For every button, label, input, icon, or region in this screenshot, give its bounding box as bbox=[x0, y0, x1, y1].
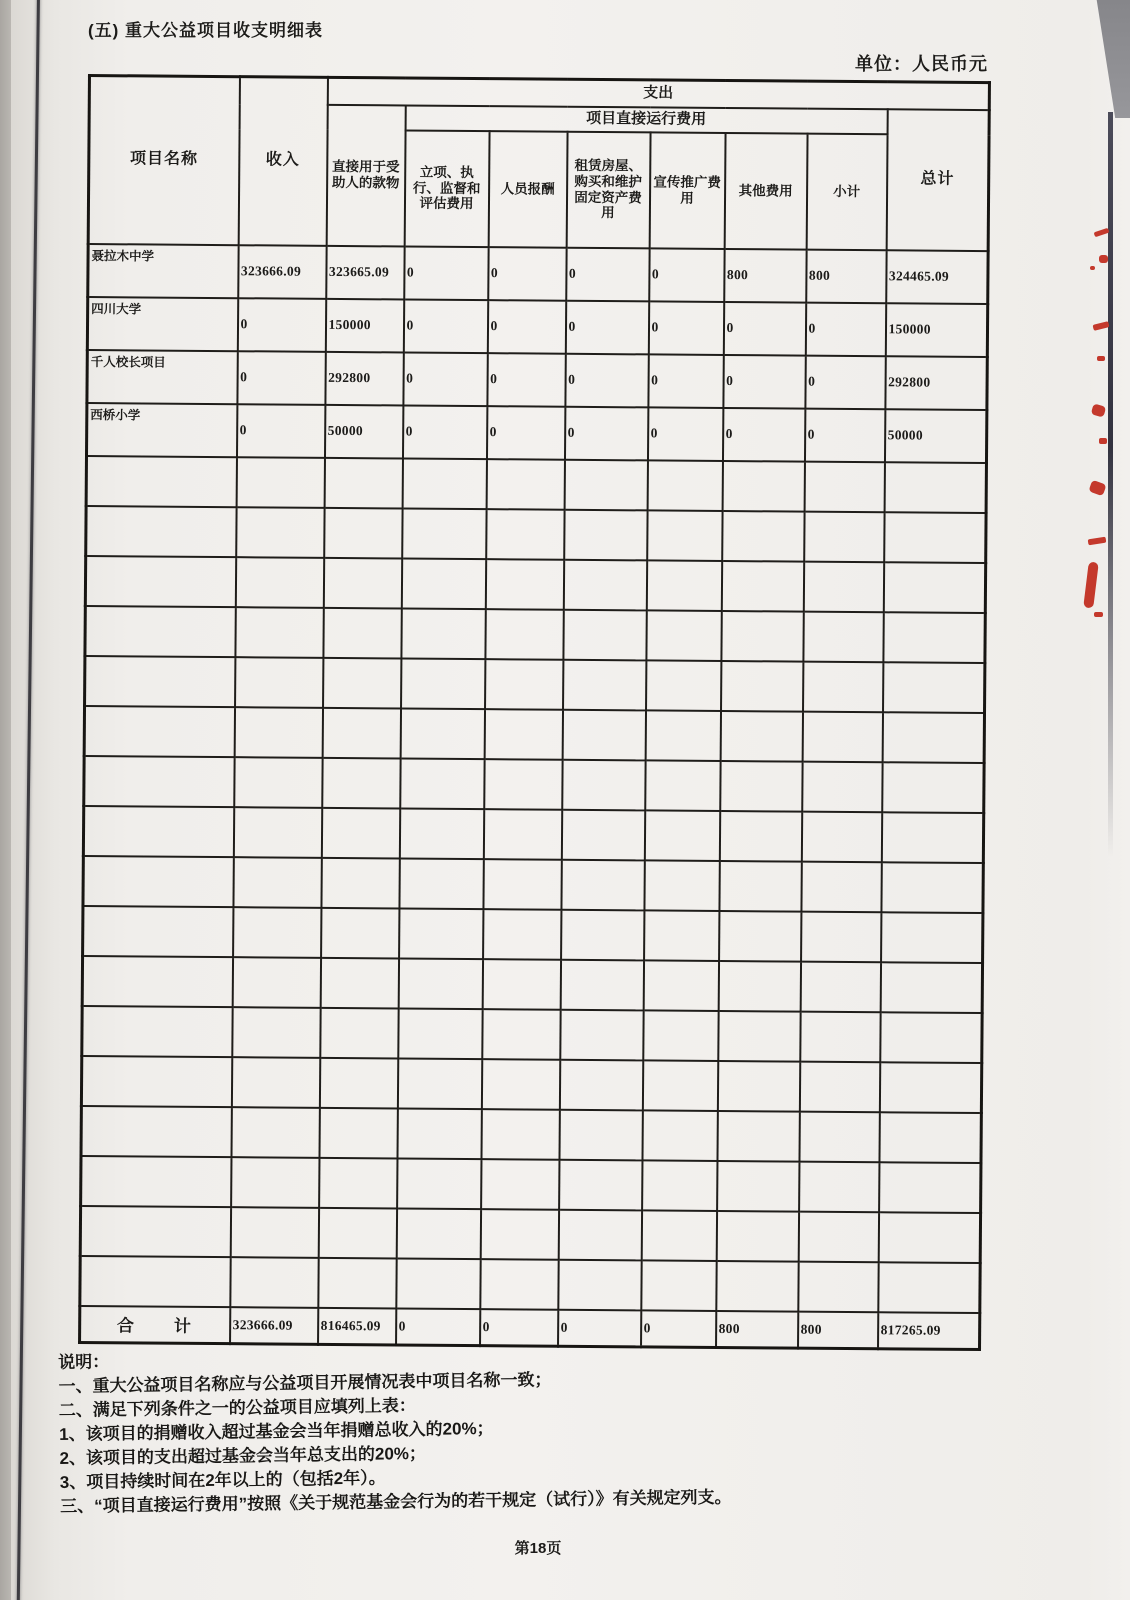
income-cell: 0 bbox=[237, 351, 325, 405]
empty-cell bbox=[643, 1010, 718, 1061]
empty-cell bbox=[804, 461, 884, 512]
empty-cell bbox=[802, 761, 882, 812]
note-item: 一、重大公益项目名称应与公益项目开展情况表中项目名称一致； bbox=[58, 1370, 552, 1396]
empty-cell bbox=[559, 1159, 642, 1210]
empty-cell bbox=[322, 757, 400, 808]
empty-cell bbox=[85, 555, 235, 606]
empty-cell bbox=[402, 458, 486, 509]
empty-cell bbox=[320, 1007, 398, 1058]
direct-aid-cell: 50000 bbox=[324, 404, 402, 458]
project-name-cell: 聂拉木中学 bbox=[88, 244, 238, 298]
empty-cell bbox=[716, 1260, 798, 1311]
empty-cell bbox=[801, 861, 881, 912]
empty-cell bbox=[396, 1258, 480, 1309]
income-cell: 323666.09 bbox=[238, 245, 326, 299]
empty-cell bbox=[561, 909, 644, 960]
total-income: 323666.09 bbox=[230, 1307, 318, 1345]
project-name-cell: 千人校长项目 bbox=[87, 350, 237, 404]
empty-table-row bbox=[83, 855, 983, 912]
promotion-cell: 0 bbox=[648, 301, 723, 355]
empty-cell bbox=[644, 810, 719, 861]
empty-cell bbox=[884, 512, 986, 563]
empty-cell bbox=[719, 860, 801, 911]
rent-cell: 0 bbox=[564, 406, 647, 460]
empty-cell bbox=[879, 1162, 981, 1213]
empty-cell bbox=[483, 909, 561, 960]
empty-cell bbox=[81, 1105, 231, 1156]
empty-cell bbox=[324, 507, 402, 558]
empty-cell bbox=[323, 607, 401, 658]
project-name-cell: 西桥小学 bbox=[87, 403, 237, 457]
header-other-fee: 其他费用 bbox=[724, 133, 807, 250]
empty-cell bbox=[401, 658, 485, 709]
income-cell: 0 bbox=[236, 404, 324, 458]
empty-cell bbox=[482, 1009, 560, 1060]
empty-cell bbox=[80, 1255, 230, 1306]
empty-table-row bbox=[83, 805, 983, 862]
empty-cell bbox=[485, 659, 563, 710]
empty-cell bbox=[321, 907, 399, 958]
empty-cell bbox=[884, 462, 986, 513]
other-fee-cell: 0 bbox=[722, 407, 804, 461]
empty-cell bbox=[319, 1157, 397, 1208]
header-promotion-fee: 宣传推广费用 bbox=[649, 132, 725, 249]
income-cell: 0 bbox=[237, 298, 325, 352]
direct-aid-cell: 323665.09 bbox=[326, 245, 404, 299]
empty-cell bbox=[84, 755, 234, 806]
total-direct-aid: 816465.09 bbox=[318, 1307, 396, 1345]
empty-cell bbox=[83, 805, 233, 856]
empty-cell bbox=[804, 511, 884, 562]
empty-cell bbox=[801, 911, 881, 962]
empty-cell bbox=[560, 959, 643, 1010]
subtotal-cell: 800 bbox=[806, 249, 886, 303]
empty-cell bbox=[321, 807, 399, 858]
personnel-cell: 0 bbox=[487, 353, 565, 407]
empty-cell bbox=[882, 712, 984, 763]
empty-cell bbox=[319, 1107, 397, 1158]
empty-cell bbox=[800, 1011, 880, 1062]
other-fee-cell: 800 bbox=[724, 249, 806, 303]
empty-cell bbox=[236, 507, 324, 558]
empty-table-row bbox=[80, 1255, 980, 1312]
total-subtotal: 800 bbox=[798, 1311, 878, 1349]
empty-cell bbox=[644, 910, 719, 961]
empty-table-row bbox=[81, 1105, 981, 1162]
notes-heading: 说明： bbox=[58, 1352, 110, 1372]
empty-cell bbox=[480, 1209, 558, 1260]
setup-fee-cell: 0 bbox=[403, 352, 487, 406]
empty-cell bbox=[883, 662, 985, 713]
empty-cell bbox=[803, 611, 883, 662]
empty-cell bbox=[231, 1057, 319, 1108]
empty-cell bbox=[645, 710, 720, 761]
empty-cell bbox=[321, 857, 399, 908]
empty-cell bbox=[879, 1112, 981, 1163]
empty-cell bbox=[397, 1058, 481, 1109]
rent-cell: 0 bbox=[565, 353, 648, 407]
empty-cell bbox=[86, 456, 236, 507]
promotion-cell: 0 bbox=[648, 354, 723, 408]
empty-cell bbox=[481, 1059, 559, 1110]
empty-cell bbox=[233, 807, 321, 858]
empty-cell bbox=[717, 1160, 799, 1211]
empty-cell bbox=[642, 1060, 717, 1111]
empty-table-row bbox=[81, 1055, 981, 1112]
empty-cell bbox=[232, 957, 320, 1008]
empty-cell bbox=[318, 1207, 396, 1258]
empty-cell bbox=[83, 905, 233, 956]
header-setup-supervision-fee: 立项、执行、监督和评估费用 bbox=[404, 130, 489, 247]
empty-cell bbox=[483, 859, 561, 910]
empty-cell bbox=[81, 1055, 231, 1106]
empty-cell bbox=[719, 810, 801, 861]
empty-cell bbox=[722, 510, 804, 561]
empty-cell bbox=[398, 1008, 482, 1059]
other-fee-cell: 0 bbox=[723, 302, 805, 356]
empty-cell bbox=[803, 561, 883, 612]
header-income: 收入 bbox=[238, 77, 327, 246]
empty-cell bbox=[400, 758, 484, 809]
empty-cell bbox=[559, 1109, 642, 1160]
empty-cell bbox=[81, 1155, 231, 1206]
empty-cell bbox=[718, 960, 800, 1011]
empty-cell bbox=[483, 809, 561, 860]
project-name-cell: 四川大学 bbox=[87, 297, 237, 351]
scan-top-right-edge bbox=[1093, 0, 1130, 118]
grand-total-cell: 292800 bbox=[885, 356, 987, 410]
empty-cell bbox=[322, 707, 400, 758]
header-subtotal: 小计 bbox=[806, 133, 887, 250]
empty-cell bbox=[718, 1010, 800, 1061]
empty-cell bbox=[324, 457, 402, 508]
empty-cell bbox=[234, 707, 322, 758]
empty-table-row bbox=[82, 1005, 982, 1062]
empty-cell bbox=[323, 657, 401, 708]
empty-cell bbox=[717, 1060, 799, 1111]
setup-fee-cell: 0 bbox=[404, 246, 488, 300]
direct-aid-cell: 150000 bbox=[325, 298, 403, 352]
empty-cell bbox=[721, 560, 803, 611]
empty-cell bbox=[485, 609, 563, 660]
empty-cell bbox=[641, 1260, 716, 1311]
empty-cell bbox=[399, 858, 483, 909]
empty-cell bbox=[480, 1259, 558, 1310]
empty-cell bbox=[397, 1158, 481, 1209]
total-personnel: 0 bbox=[480, 1309, 558, 1347]
empty-table-row bbox=[83, 905, 983, 962]
empty-cell bbox=[86, 505, 236, 556]
empty-cell bbox=[231, 1157, 319, 1208]
empty-cell bbox=[798, 1261, 878, 1312]
header-project-name: 项目名称 bbox=[88, 76, 239, 245]
book-binding-line bbox=[17, 0, 40, 1600]
unit-label: 单位：人民币元 bbox=[855, 54, 988, 74]
empty-cell bbox=[235, 557, 323, 608]
setup-fee-cell: 0 bbox=[403, 299, 487, 353]
empty-table-row bbox=[85, 605, 985, 662]
empty-cell bbox=[563, 609, 646, 660]
empty-cell bbox=[232, 1007, 320, 1058]
empty-cell bbox=[563, 559, 646, 610]
empty-cell bbox=[482, 959, 560, 1010]
empty-cell bbox=[798, 1211, 878, 1262]
empty-cell bbox=[646, 660, 721, 711]
personnel-cell: 0 bbox=[488, 247, 566, 301]
empty-cell bbox=[799, 1161, 879, 1212]
header-grand-total: 总计 bbox=[886, 109, 989, 251]
empty-cell bbox=[481, 1159, 559, 1210]
table-row bbox=[87, 350, 987, 410]
empty-cell bbox=[319, 1057, 397, 1108]
empty-cell bbox=[878, 1212, 980, 1263]
empty-cell bbox=[720, 710, 802, 761]
empty-cell bbox=[484, 759, 562, 810]
page-number: 第18页 bbox=[514, 1540, 562, 1557]
empty-cell bbox=[721, 660, 803, 711]
promotion-cell: 0 bbox=[647, 407, 722, 461]
total-rent: 0 bbox=[558, 1309, 641, 1347]
empty-cell bbox=[881, 862, 983, 913]
empty-cell bbox=[880, 962, 982, 1013]
empty-cell bbox=[558, 1259, 641, 1310]
empty-cell bbox=[401, 608, 485, 659]
empty-cell bbox=[801, 811, 881, 862]
total-other-fee: 800 bbox=[716, 1310, 798, 1348]
empty-table-row bbox=[84, 705, 984, 762]
empty-cell bbox=[236, 457, 324, 508]
empty-table-row bbox=[85, 655, 985, 712]
empty-cell bbox=[643, 960, 718, 1011]
empty-table-row bbox=[80, 1205, 980, 1262]
empty-cell bbox=[559, 1059, 642, 1110]
empty-table-row bbox=[85, 555, 985, 612]
empty-cell bbox=[231, 1107, 319, 1158]
empty-cell bbox=[647, 460, 722, 511]
empty-cell bbox=[646, 560, 721, 611]
empty-table-row bbox=[86, 456, 986, 513]
empty-cell bbox=[642, 1110, 717, 1161]
empty-cell bbox=[85, 655, 235, 706]
grand-total-cell: 150000 bbox=[885, 303, 987, 357]
empty-cell bbox=[720, 760, 802, 811]
empty-table-row bbox=[81, 1155, 981, 1212]
empty-cell bbox=[82, 1005, 232, 1056]
empty-cell bbox=[802, 711, 882, 762]
scan-left-edge bbox=[0, 0, 11, 1600]
other-fee-cell: 0 bbox=[723, 354, 805, 408]
empty-cell bbox=[481, 1109, 559, 1160]
empty-cell bbox=[564, 459, 647, 510]
note-item: 三、“项目直接运行费用”按照《关于规范基金会行为的若干规定（试行）》有关规定列支。 bbox=[60, 1487, 732, 1516]
promotion-cell: 0 bbox=[649, 248, 724, 302]
empty-cell bbox=[716, 1210, 798, 1261]
empty-cell bbox=[235, 607, 323, 658]
empty-cell bbox=[323, 557, 401, 608]
empty-cell bbox=[641, 1210, 716, 1261]
empty-cell bbox=[486, 509, 564, 560]
empty-cell bbox=[235, 657, 323, 708]
empty-cell bbox=[717, 1110, 799, 1161]
note-item: 2、该项目的支出超过基金会当年总支出的20%； bbox=[59, 1443, 427, 1468]
empty-cell bbox=[645, 760, 720, 811]
empty-cell bbox=[881, 812, 983, 863]
empty-cell bbox=[561, 809, 644, 860]
total-grand-total: 817265.09 bbox=[878, 1312, 980, 1350]
empty-cell bbox=[883, 562, 985, 613]
subtotal-cell: 0 bbox=[804, 408, 884, 462]
empty-cell bbox=[485, 559, 563, 610]
empty-cell bbox=[878, 1262, 980, 1313]
empty-cell bbox=[85, 605, 235, 656]
empty-cell bbox=[320, 957, 398, 1008]
personnel-cell: 0 bbox=[486, 406, 564, 460]
subtotal-cell: 0 bbox=[805, 302, 885, 356]
empty-cell bbox=[803, 661, 883, 712]
empty-cell bbox=[83, 855, 233, 906]
rent-cell: 0 bbox=[566, 247, 649, 301]
empty-cell bbox=[233, 857, 321, 908]
empty-cell bbox=[719, 910, 801, 961]
empty-cell bbox=[396, 1208, 480, 1259]
personnel-cell: 0 bbox=[487, 300, 565, 354]
empty-cell bbox=[800, 961, 880, 1012]
empty-cell bbox=[84, 705, 234, 756]
page-edge-shadow bbox=[1108, 112, 1113, 857]
empty-cell bbox=[558, 1209, 641, 1260]
total-label: 合 计 bbox=[80, 1305, 230, 1343]
empty-cell bbox=[564, 509, 647, 560]
empty-cell bbox=[80, 1205, 230, 1256]
empty-cell bbox=[318, 1257, 396, 1308]
empty-cell bbox=[399, 908, 483, 959]
empty-cell bbox=[642, 1160, 717, 1211]
empty-cell bbox=[401, 558, 485, 609]
notes-section bbox=[58, 1337, 1040, 1519]
empty-cell bbox=[799, 1111, 879, 1162]
empty-cell bbox=[883, 612, 985, 663]
document-title: (五) 重大公益项目收支明细表 bbox=[88, 21, 324, 40]
table-row bbox=[87, 297, 987, 357]
empty-cell bbox=[560, 1009, 643, 1060]
empty-cell bbox=[230, 1257, 318, 1308]
grand-total-cell: 324465.09 bbox=[886, 250, 988, 304]
total-setup-fee: 0 bbox=[396, 1308, 480, 1346]
empty-table-row bbox=[84, 755, 984, 812]
subtotal-cell: 0 bbox=[805, 355, 885, 409]
project-income-expense-table bbox=[78, 74, 991, 1351]
empty-cell bbox=[562, 709, 645, 760]
empty-cell bbox=[233, 907, 321, 958]
table-row bbox=[88, 244, 988, 304]
empty-cell bbox=[879, 1062, 981, 1113]
direct-aid-cell: 292800 bbox=[325, 351, 403, 405]
empty-cell bbox=[881, 912, 983, 963]
empty-cell bbox=[82, 955, 232, 1006]
empty-cell bbox=[644, 860, 719, 911]
empty-cell bbox=[799, 1061, 879, 1112]
note-item: 3、项目持续时间在2年以上的（包括2年）。 bbox=[59, 1468, 386, 1492]
grand-total-cell: 50000 bbox=[884, 409, 986, 463]
empty-cell bbox=[484, 709, 562, 760]
total-promotion: 0 bbox=[641, 1310, 716, 1348]
empty-cell bbox=[721, 610, 803, 661]
header-rent-fixed-assets-fee: 租赁房屋、购买和维护固定资产费用 bbox=[566, 131, 650, 248]
empty-cell bbox=[400, 708, 484, 759]
empty-cell bbox=[880, 1012, 982, 1063]
empty-cell bbox=[647, 510, 722, 561]
setup-fee-cell: 0 bbox=[402, 405, 486, 459]
note-item: 二、满足下列条件之一的公益项目应填列上表： bbox=[58, 1396, 416, 1420]
empty-cell bbox=[561, 859, 644, 910]
empty-cell bbox=[486, 459, 564, 510]
empty-cell bbox=[399, 808, 483, 859]
empty-cell bbox=[234, 757, 322, 808]
empty-cell bbox=[562, 759, 645, 810]
empty-cell bbox=[230, 1207, 318, 1258]
header-direct-operating: 项目直接运行费用 bbox=[405, 105, 887, 134]
header-direct-aid: 直接用于受助人的款物 bbox=[326, 104, 405, 246]
empty-cell bbox=[402, 508, 486, 559]
note-item: 1、该项目的捐赠收入超过基金会当年捐赠总收入的20%； bbox=[59, 1418, 494, 1444]
empty-cell bbox=[398, 958, 482, 1009]
empty-cell bbox=[397, 1108, 481, 1159]
header-expenditure: 支出 bbox=[327, 77, 989, 109]
empty-cell bbox=[722, 460, 804, 511]
header-personnel-pay: 人员报酬 bbox=[488, 131, 567, 248]
empty-cell bbox=[882, 762, 984, 813]
rent-cell: 0 bbox=[565, 300, 648, 354]
empty-cell bbox=[563, 659, 646, 710]
table-row bbox=[87, 403, 987, 463]
empty-cell bbox=[646, 610, 721, 661]
empty-table-row bbox=[82, 955, 982, 1012]
empty-table-row bbox=[86, 505, 986, 562]
